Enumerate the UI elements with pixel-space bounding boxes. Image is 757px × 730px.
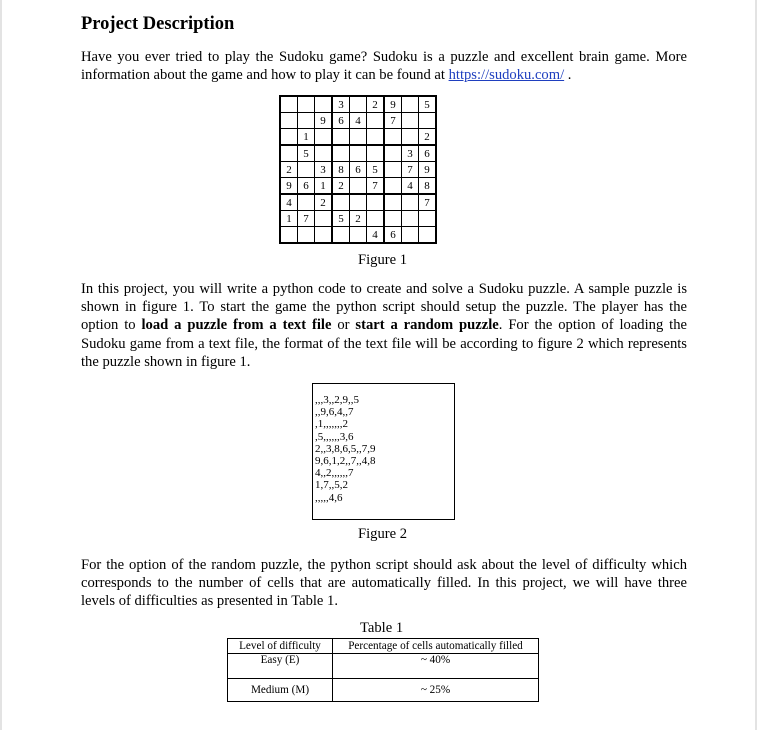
file-line: ,,,3,,2,9,,5 xyxy=(315,394,359,406)
sudoku-cell: 4 xyxy=(280,194,298,211)
sudoku-cell: 9 xyxy=(419,162,437,178)
project-text-1: In this project, you will write a python code to create and solve a Sudoku puzzle. A sample puzzle is shown in figure 1. To start the game the python script should setup the puzzle. The player has the option to xyxy=(81,281,687,334)
sudoku-cell: 5 xyxy=(298,145,315,162)
table-cell-percentage: ~ 25% xyxy=(333,679,539,702)
difficulty-paragraph: For the option of the random puzzle, the python script should ask about the level of difficulty which corresponds to the number of cells that are automatically filled. In this project, we will have three levels of difficulties as presented in Table 1. xyxy=(81,557,687,610)
sudoku-cell xyxy=(298,227,315,244)
sudoku-cell xyxy=(384,211,402,227)
sudoku-cell xyxy=(419,211,437,227)
intro-text: Have you ever tried to play the Sudoku game? Sudoku is a puzzle and excellent brain game. More information about the game and how to play it can be found at xyxy=(81,49,687,84)
sudoku-row xyxy=(280,227,436,244)
project-text-3: . For the option of loading the Sudoku game from a text file, the format of the text file will be according to figure 2 which represents the puzzle shown in figure 1. xyxy=(81,317,687,370)
sudoku-cell: 7 xyxy=(384,113,402,129)
figure-1-caption: Figure 1 xyxy=(358,252,408,268)
file-line: 9,6,1,2,,7,,4,8 xyxy=(315,455,376,468)
sudoku-cell: 2 xyxy=(315,194,333,211)
sudoku-cell: 4 xyxy=(367,227,385,244)
sudoku-cell: 6 xyxy=(384,227,402,244)
sudoku-cell xyxy=(419,227,437,244)
sudoku-cell: 2 xyxy=(332,178,350,195)
table-header-level: Level of difficulty xyxy=(228,639,333,654)
sudoku-cell xyxy=(402,211,419,227)
sudoku-cell xyxy=(280,113,298,129)
table-cell-percentage: ~ 40% xyxy=(333,654,539,679)
sudoku-cell xyxy=(350,194,367,211)
sudoku-cell: 3 xyxy=(332,96,350,113)
sudoku-cell: 9 xyxy=(384,96,402,113)
sudoku-cell xyxy=(367,113,385,129)
sudoku-cell xyxy=(315,129,333,146)
sudoku-cell xyxy=(402,113,419,129)
sudoku-row xyxy=(280,178,436,195)
sudoku-row xyxy=(280,96,436,113)
file-line: ,5,,,,,,3,6 xyxy=(315,430,354,443)
sudoku-row xyxy=(280,211,436,227)
sudoku-cell: 5 xyxy=(367,162,385,178)
intro-text-end: . xyxy=(564,67,572,84)
random-puzzle-option: start a random puzzle xyxy=(355,317,499,334)
sudoku-cell: 1 xyxy=(315,178,333,195)
file-line: ,,9,6,4,,7 xyxy=(315,406,354,419)
sudoku-row xyxy=(280,162,436,178)
sudoku-cell: 6 xyxy=(298,178,315,195)
file-line: 2,,3,8,6,5,,7,9 xyxy=(315,442,376,455)
sudoku-cell: 9 xyxy=(280,178,298,195)
text-file-format-box xyxy=(312,383,455,520)
sudoku-cell: 1 xyxy=(280,211,298,227)
sudoku-cell: 3 xyxy=(315,162,333,178)
sudoku-cell xyxy=(350,129,367,146)
sudoku-row xyxy=(280,145,436,162)
sudoku-grid xyxy=(279,95,437,244)
sudoku-cell: 5 xyxy=(332,211,350,227)
sudoku-cell xyxy=(367,129,385,146)
table-cell-level: Medium (M) xyxy=(228,679,333,702)
sudoku-cell xyxy=(332,227,350,244)
sudoku-cell xyxy=(280,145,298,162)
figure-2-caption: Figure 2 xyxy=(358,526,408,542)
sudoku-cell: 7 xyxy=(298,211,315,227)
sudoku-cell: 4 xyxy=(350,113,367,129)
sudoku-cell xyxy=(384,194,402,211)
sudoku-cell xyxy=(367,145,385,162)
project-paragraph xyxy=(81,280,687,371)
sudoku-cell: 7 xyxy=(367,178,385,195)
sudoku-cell xyxy=(298,96,315,113)
sudoku-cell xyxy=(419,113,437,129)
sudoku-cell xyxy=(315,211,333,227)
sudoku-cell: 1 xyxy=(298,129,315,146)
sudoku-cell: 7 xyxy=(402,162,419,178)
sudoku-cell xyxy=(280,96,298,113)
sudoku-cell xyxy=(350,227,367,244)
sudoku-cell xyxy=(402,227,419,244)
sudoku-row xyxy=(280,129,436,146)
sudoku-cell xyxy=(332,129,350,146)
sudoku-cell: 2 xyxy=(280,162,298,178)
sudoku-cell: 8 xyxy=(332,162,350,178)
sudoku-row xyxy=(280,194,436,211)
file-line: 1,7,,5,2 xyxy=(315,479,348,492)
sudoku-cell xyxy=(384,129,402,146)
sudoku-cell xyxy=(367,194,385,211)
page-left-edge xyxy=(0,0,2,730)
sudoku-cell: 7 xyxy=(419,194,437,211)
section-heading: Project Description xyxy=(81,14,235,34)
sudoku-cell xyxy=(298,162,315,178)
sudoku-cell xyxy=(332,194,350,211)
sudoku-cell: 6 xyxy=(419,145,437,162)
load-from-file-option: load a puzzle from a text file xyxy=(141,317,332,334)
sudoku-cell xyxy=(315,227,333,244)
sudoku-cell xyxy=(298,113,315,129)
sudoku-cell xyxy=(280,227,298,244)
sudoku-cell xyxy=(402,129,419,146)
file-line: 4,,2,,,,,,7 xyxy=(315,467,354,480)
sudoku-cell xyxy=(384,145,402,162)
sudoku-cell xyxy=(280,129,298,146)
sudoku-cell: 6 xyxy=(332,113,350,129)
sudoku-cell xyxy=(350,178,367,195)
sudoku-cell xyxy=(402,194,419,211)
file-line: ,1,,,,,,,2 xyxy=(315,418,348,431)
sudoku-cell xyxy=(350,145,367,162)
table-cell-level: Easy (E) xyxy=(228,654,333,679)
sudoku-cell: 9 xyxy=(315,113,333,129)
sudoku-cell xyxy=(298,194,315,211)
sudoku-cell xyxy=(332,145,350,162)
sudoku-link[interactable]: https://sudoku.com/ xyxy=(448,67,565,84)
sudoku-cell xyxy=(350,96,367,113)
intro-paragraph xyxy=(81,48,687,84)
sudoku-cell: 8 xyxy=(419,178,437,195)
sudoku-cell: 3 xyxy=(402,145,419,162)
sudoku-cell xyxy=(384,162,402,178)
table-title: Table 1 xyxy=(360,620,404,636)
sudoku-cell xyxy=(402,96,419,113)
sudoku-cell: 2 xyxy=(350,211,367,227)
difficulty-table xyxy=(227,638,539,702)
sudoku-cell: 2 xyxy=(419,129,437,146)
sudoku-cell: 4 xyxy=(402,178,419,195)
table-header-percentage: Percentage of cells automatically filled xyxy=(333,639,539,654)
sudoku-cell xyxy=(315,145,333,162)
sudoku-cell xyxy=(367,211,385,227)
sudoku-row xyxy=(280,113,436,129)
sudoku-cell: 2 xyxy=(367,96,385,113)
sudoku-cell: 6 xyxy=(350,162,367,178)
file-line: ,,,,,4,6 xyxy=(315,491,343,504)
sudoku-cell xyxy=(315,96,333,113)
sudoku-cell: 5 xyxy=(419,96,437,113)
project-text-2: or xyxy=(331,317,356,334)
sudoku-cell xyxy=(384,178,402,195)
